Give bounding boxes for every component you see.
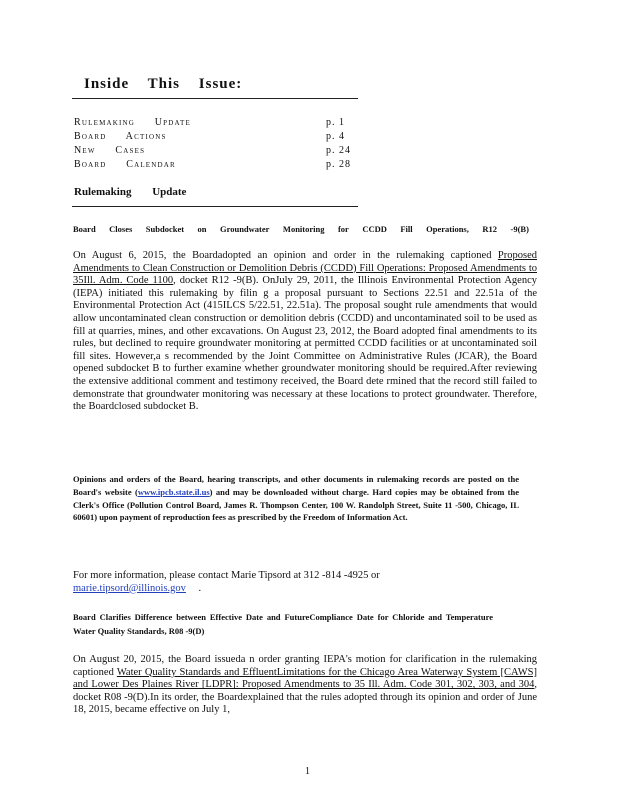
toc-page: p. 28	[326, 159, 351, 170]
divider	[72, 98, 358, 99]
section-heading: Rulemaking Update	[74, 186, 187, 198]
notice-text: Opinions and orders of the Board, hearing transcripts, and other documents in rulemaking records are posted on the Board's website (	[73, 474, 519, 497]
title-word: Groundwater	[220, 224, 270, 234]
contact-text: .	[198, 582, 202, 594]
email-link[interactable]: marie.tipsord@illinois.gov	[73, 582, 186, 594]
title-word: Operations,	[426, 224, 469, 234]
article-title: Board Clarifies Difference between Effective Date and FutureCompliance Date for Chloride and Temperature Water Quality Standards, R08 -9(D)	[73, 612, 493, 636]
article-paragraph	[73, 654, 537, 717]
toc-row-rulemaking[interactable]	[74, 117, 364, 131]
notice-text: ) and may be downloaded without charge. Hard copies may be obtained from the Clerk's Office (Pollution Control Board, James R. Thompson Center, 100 W. Randolph Street, Suite 11 -500, Chicago, IL 60601) upon payment of reproduction fees as prescribed by the Freedom of Information Act.	[73, 486, 519, 523]
title-word: Board	[73, 224, 96, 234]
toc-row-board-calendar[interactable]	[74, 159, 364, 173]
title-word: Fill	[400, 224, 413, 234]
article-paragraph	[73, 250, 537, 414]
paragraph-text: On August 20, 2015, the Board issueda n order granting IEPA's motion for clarification in the rulemaking captioned	[73, 654, 537, 678]
toc-label: Rulemaking Update	[74, 117, 191, 128]
paragraph-text: On August 6, 2015, the Boardadopted an opinion and order in the rulemaking captioned	[73, 250, 492, 261]
toc-row-new-cases[interactable]	[74, 145, 364, 159]
page-number: 1	[305, 766, 310, 777]
documents-notice	[73, 473, 519, 524]
toc-row-board-actions[interactable]	[74, 131, 364, 145]
divider	[72, 206, 358, 207]
toc-label: Board Actions	[74, 131, 167, 142]
rulemaking-caption: Water Quality Standards and EffluentLimitations for the Chicago Area Waterway System [CAWS] and Lower Des Plaines River [LDPR]: Proposed Amendments to 35 Ill. Adm. Code 301, 302, 303, and 304	[73, 666, 537, 691]
title-word: for	[337, 224, 349, 234]
title-word: on	[197, 224, 207, 234]
rulemaking-caption: Proposed Amendments to Clean Construction or Demolition Debris (CCDD) Fill Operations: Proposed Amendments to 35Ill. Adm. Code 1100	[73, 250, 538, 287]
inside-this-issue-heading: Inside This Issue:	[84, 76, 243, 92]
article-title	[73, 224, 529, 234]
toc-page: p. 4	[326, 131, 345, 142]
toc-page: p. 1	[326, 117, 345, 128]
title-word: Closes	[109, 224, 133, 234]
title-word: Subdocket	[145, 224, 185, 234]
website-link[interactable]: www.ipcb.state.il.us	[137, 486, 210, 497]
title-word: -9(B)	[510, 224, 529, 234]
paragraph-text: , docket R08 -9(D).In its order, the Boardexplained that the rules adopted through its opinion and order of June 18, 2015, became effective on July 1,	[73, 679, 537, 716]
title-word: R12	[482, 224, 497, 234]
contact-paragraph	[73, 570, 513, 595]
paragraph-text: , docket R12 -9(B). OnJuly 29, 2011, the Illinois Environmental Protection Agency (IEPA) initiated this rulemaking by filin g a proposal pursuant to Sections 22.51 and 22.51a of the Environmental Protection Act (415ILCS 5/22.51, 22.51a). The proposal sought rule amendments that would allow uncontaminated clean construction or demolition debris (CCDD) and uncontaminated soil to be used as fill at quarries, mines, and other excavations. On August 23, 2012, the Board adopted final amendments to its rules, but declined to require groundwater monitoring at permitted CCDD facilities or at uncontaminated soil fill sites. However,a s recommended by the Joint Committee on Administrative Rules (JCAR), the Board opened subdocket B to further examine whether groundwater monitoring should be required.After reviewing the extensive additional comment and testimony received, the Board dete rmined that the record still failed to demonstrate that groundwater monitoring was necessary at these locations to protect groundwater. Therefore, the Boardclosed subdocket B.	[73, 275, 537, 413]
contact-text: For more information, please contact Marie Tipsord at 312 -814 -4925 or	[73, 570, 380, 581]
toc-label: New Cases	[74, 145, 146, 156]
title-word: CCDD	[362, 224, 387, 234]
title-word: Monitoring	[282, 224, 325, 234]
toc-page: p. 24	[326, 145, 351, 156]
toc-label: Board Calendar	[74, 159, 176, 170]
